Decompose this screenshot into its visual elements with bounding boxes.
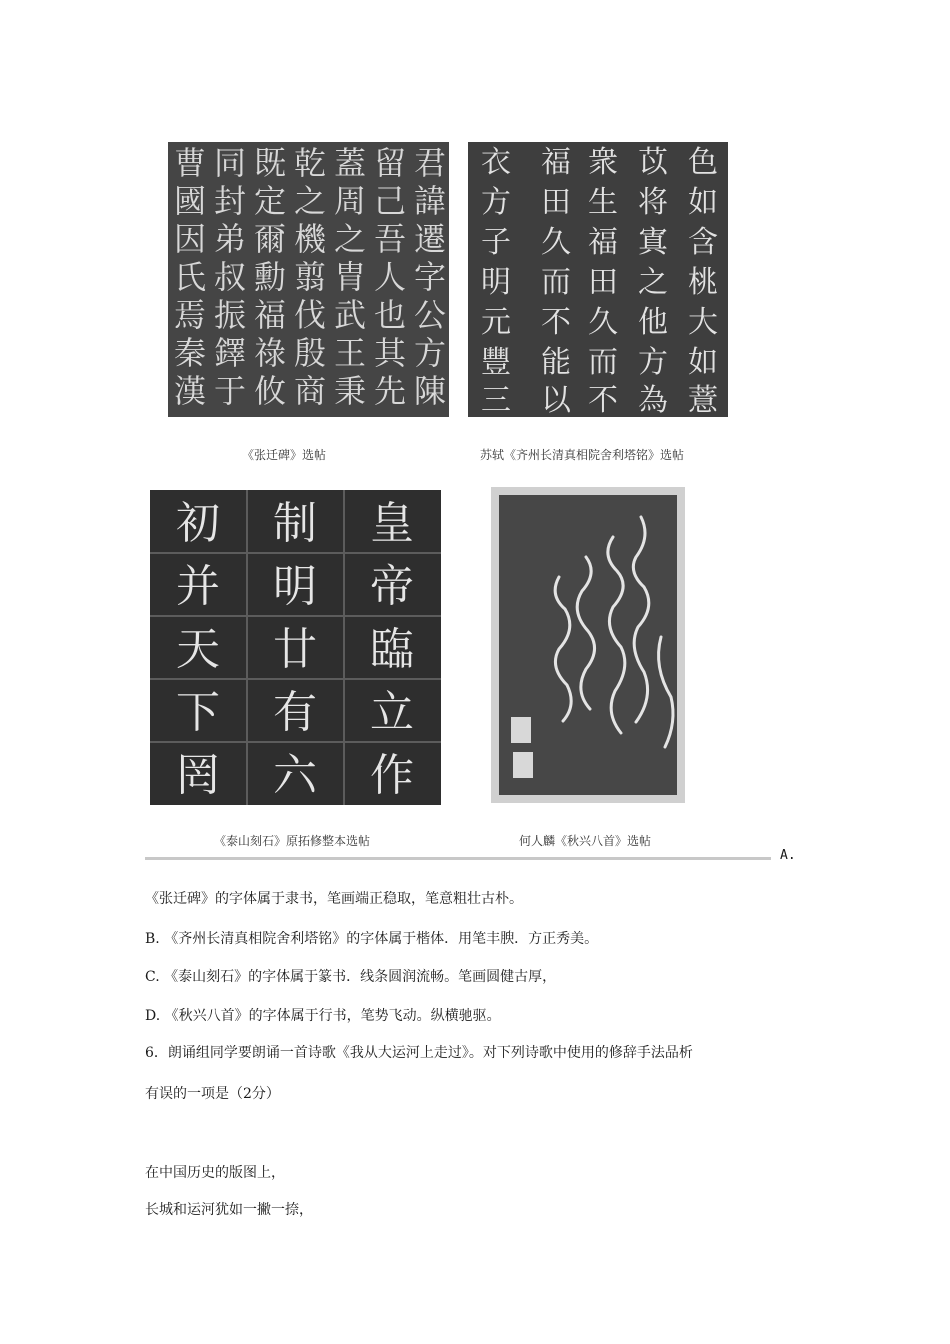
svg-text:皇: 皇 <box>370 498 414 549</box>
svg-text:能: 能 <box>541 345 571 380</box>
svg-text:既: 既 <box>253 144 287 182</box>
svg-text:将: 将 <box>638 185 668 220</box>
svg-text:爾: 爾 <box>253 220 287 258</box>
svg-text:秦: 秦 <box>173 334 207 372</box>
svg-text:如: 如 <box>688 185 718 220</box>
svg-text:字: 字 <box>413 258 447 296</box>
svg-text:之: 之 <box>333 220 367 258</box>
svg-text:人: 人 <box>373 258 407 296</box>
svg-text:元: 元 <box>481 305 511 340</box>
svg-text:生: 生 <box>588 185 618 220</box>
svg-text:陳: 陳 <box>413 372 447 410</box>
svg-text:含: 含 <box>688 225 718 260</box>
svg-text:祿: 祿 <box>253 334 287 372</box>
question6-stem: 6．朗诵组同学要朗诵一首诗歌《我从大运河上走过》。对下列诗歌中使用的修辞手法品析 <box>145 1045 693 1061</box>
svg-text:留: 留 <box>373 144 407 182</box>
svg-text:勳: 勳 <box>253 258 287 296</box>
svg-text:吾: 吾 <box>373 220 407 258</box>
svg-text:桃: 桃 <box>688 265 718 300</box>
svg-text:明: 明 <box>481 265 511 300</box>
svg-text:而: 而 <box>588 345 618 380</box>
svg-text:不: 不 <box>588 383 618 417</box>
svg-text:方: 方 <box>638 345 668 380</box>
svg-text:之: 之 <box>638 265 668 300</box>
svg-text:明: 明 <box>273 561 317 612</box>
svg-text:氏: 氏 <box>173 258 207 296</box>
svg-text:國: 國 <box>173 182 207 220</box>
svg-text:殷: 殷 <box>293 334 327 372</box>
svg-text:豐: 豐 <box>481 345 511 380</box>
svg-text:如: 如 <box>688 345 718 380</box>
question6-stem-continued: 有误的一项是（2分） <box>145 1086 280 1102</box>
svg-text:久: 久 <box>541 225 571 260</box>
svg-text:伐: 伐 <box>293 296 327 334</box>
zhangqian-stele-image <box>168 142 449 417</box>
svg-text:曹: 曹 <box>173 144 207 182</box>
svg-text:作: 作 <box>370 750 414 801</box>
svg-text:不: 不 <box>541 305 571 340</box>
svg-text:福: 福 <box>541 145 571 180</box>
svg-text:大: 大 <box>688 305 718 340</box>
svg-text:胄: 胄 <box>333 258 367 296</box>
svg-text:蓋: 蓋 <box>333 144 367 182</box>
svg-text:鐸: 鐸 <box>213 334 247 372</box>
svg-text:方: 方 <box>413 334 447 372</box>
svg-text:己: 己 <box>373 182 407 220</box>
svg-text:機: 機 <box>293 220 327 258</box>
svg-text:同: 同 <box>213 144 247 182</box>
svg-text:乾: 乾 <box>293 144 327 182</box>
svg-text:帝: 帝 <box>370 561 414 612</box>
figure-caption: 苏轼《齐州长清真相院舍利塔铭》选帖 <box>480 448 685 462</box>
svg-text:振: 振 <box>213 296 247 334</box>
svg-text:商: 商 <box>293 372 327 410</box>
svg-text:六: 六 <box>273 750 317 801</box>
svg-text:下: 下 <box>176 687 220 738</box>
svg-text:也: 也 <box>373 296 407 334</box>
svg-text:方: 方 <box>481 185 511 220</box>
svg-text:王: 王 <box>333 334 367 372</box>
svg-text:久: 久 <box>588 305 618 340</box>
svg-text:翦: 翦 <box>293 258 327 296</box>
sushi-inscription-image <box>468 142 728 417</box>
divider-line <box>145 857 771 860</box>
svg-text:定: 定 <box>253 182 287 220</box>
svg-text:武: 武 <box>333 296 367 334</box>
svg-text:君: 君 <box>413 144 447 182</box>
svg-text:周: 周 <box>333 182 367 220</box>
svg-text:苡: 苡 <box>638 145 668 180</box>
svg-text:諱: 諱 <box>413 182 447 220</box>
svg-text:制: 制 <box>273 498 317 549</box>
svg-text:之: 之 <box>293 182 327 220</box>
poem-line: 长城和运河犹如一撇一捺， <box>145 1202 313 1218</box>
option-b: B. 《齐州长清真相院舍利塔铭》的字体属于楷体．用笔丰腴．方正秀美。 <box>145 931 599 947</box>
figure-caption: 《泰山刻石》原拓修整本选帖 <box>214 834 371 848</box>
svg-text:秉: 秉 <box>333 372 367 410</box>
svg-text:田: 田 <box>541 185 571 220</box>
svg-text:攸: 攸 <box>253 372 287 410</box>
svg-text:有: 有 <box>273 687 317 738</box>
svg-text:以: 以 <box>541 383 571 417</box>
taishan-inscription-image <box>150 490 441 805</box>
svg-text:寘: 寘 <box>638 225 668 260</box>
figure-caption: 何人麟《秋兴八首》选帖 <box>519 834 652 848</box>
svg-text:弟: 弟 <box>213 220 247 258</box>
svg-text:于: 于 <box>213 372 247 410</box>
svg-text:封: 封 <box>213 182 247 220</box>
svg-text:并: 并 <box>176 561 220 612</box>
svg-text:因: 因 <box>173 220 207 258</box>
svg-text:初: 初 <box>176 498 220 549</box>
svg-text:福: 福 <box>253 296 287 334</box>
svg-text:三: 三 <box>481 383 511 417</box>
svg-text:子: 子 <box>481 225 511 260</box>
qiuxing-calligraphy-image <box>491 487 685 803</box>
svg-text:為: 為 <box>638 383 668 417</box>
poem-line: 在中国历史的版图上， <box>145 1165 285 1181</box>
svg-text:罔: 罔 <box>176 750 220 801</box>
option-c: C. 《泰山刻石》的字体属于篆书．线条圆润流畅。笔画圆健古厚， <box>145 969 557 985</box>
svg-text:天: 天 <box>176 624 220 675</box>
svg-text:他: 他 <box>638 305 668 340</box>
svg-text:而: 而 <box>541 265 571 300</box>
svg-text:公: 公 <box>413 296 447 334</box>
svg-text:薏: 薏 <box>688 383 718 417</box>
svg-text:焉: 焉 <box>173 296 207 334</box>
svg-text:先: 先 <box>373 372 407 410</box>
svg-text:遷: 遷 <box>413 220 447 258</box>
option-a-text: 《张迁碑》的字体属于隶书，笔画端正稳取，笔意粗壮古朴。 <box>145 891 523 907</box>
svg-text:立: 立 <box>370 687 414 738</box>
option-d: D. 《秋兴八首》的字体属于行书，笔势飞动。纵横驰驱。 <box>145 1008 501 1024</box>
svg-text:臨: 臨 <box>370 624 414 675</box>
svg-text:福: 福 <box>588 225 618 260</box>
figure-caption: 《张迁碑》选帖 <box>242 448 327 462</box>
svg-text:漢: 漢 <box>173 372 207 410</box>
svg-text:衣: 衣 <box>481 145 511 180</box>
svg-text:田: 田 <box>588 265 618 300</box>
svg-text:色: 色 <box>688 145 718 180</box>
svg-text:衆: 衆 <box>588 145 618 180</box>
option-a-marker: A. <box>780 848 796 863</box>
svg-text:叔: 叔 <box>213 258 247 296</box>
svg-text:其: 其 <box>373 334 407 372</box>
svg-text:廿: 廿 <box>273 624 317 675</box>
